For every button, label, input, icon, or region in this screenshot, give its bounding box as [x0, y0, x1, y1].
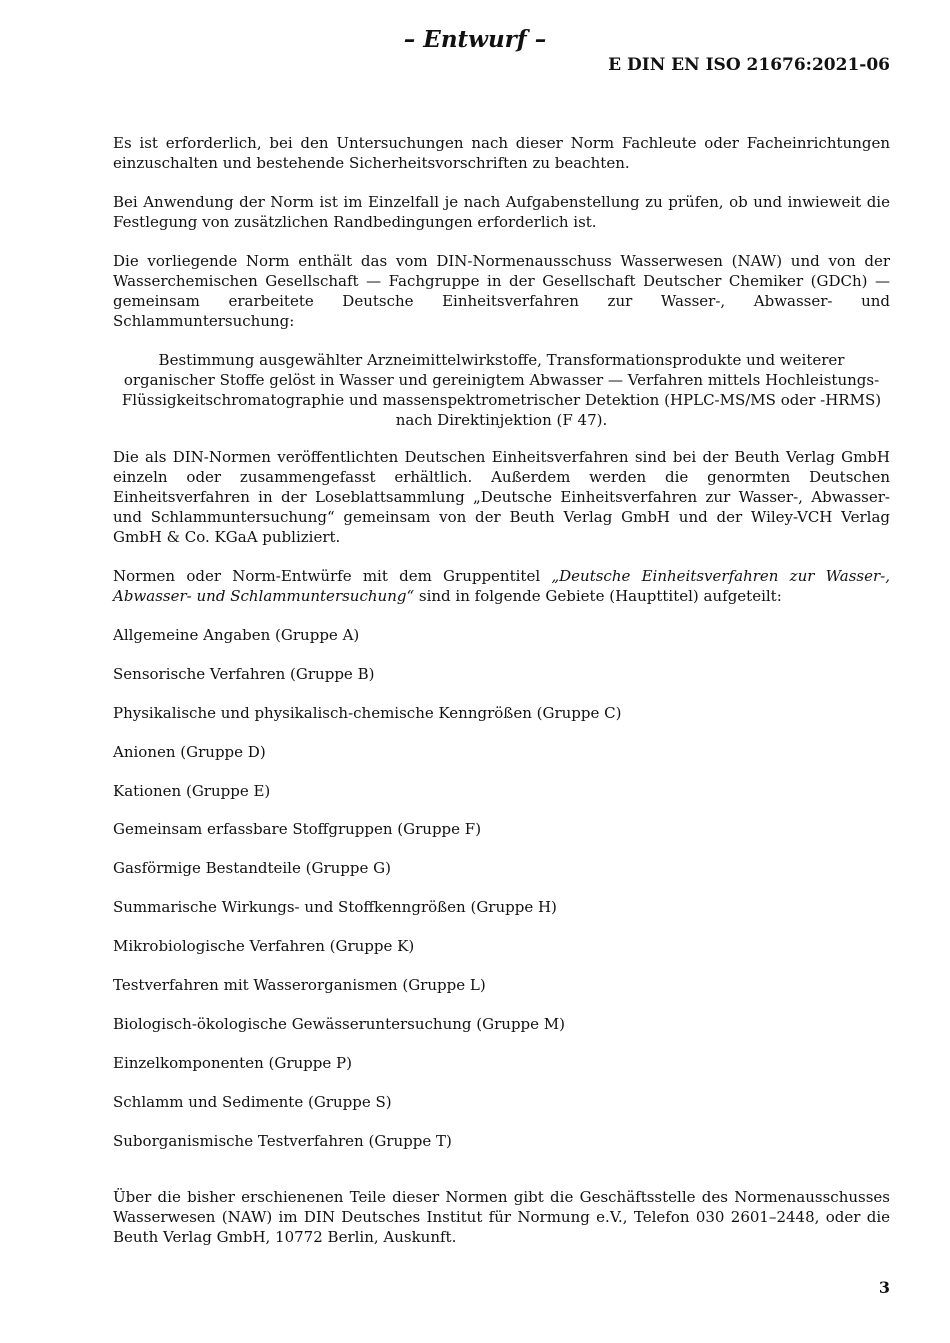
list-item: Biologisch-ökologische Gewässeruntersuchung (Gruppe M) [113, 1014, 566, 1033]
list-item: Kationen (Gruppe E) [113, 781, 271, 800]
paragraph-contact: Über die bisher erschienenen Teile dieser Normen gibt die Geschäftsstelle des Normenausschusses Wasserwesen (NAW) im DIN Deutsches Institut für Normung e.V., Telefon 030 2601–2448, oder die Beuth Verlag GmbH, 10772 Berlin, Auskunft. [113, 1188, 890, 1247]
list-item: Testverfahren mit Wasserorganismen (Gruppe L) [113, 976, 486, 995]
list-item: Gemeinsam erfassbare Stoffgruppen (Gruppe F) [113, 820, 482, 839]
list-item: Physikalische und physikalisch-chemische Kenngrößen (Gruppe C) [113, 703, 622, 722]
document-number: E DIN EN ISO 21676:2021-06 [608, 55, 890, 75]
list-item: Summarische Wirkungs- und Stoffkenngrößen (Gruppe H) [113, 898, 557, 917]
list-item: Sensorische Verfahren (Gruppe B) [113, 664, 375, 683]
list-item: Suborganismische Testverfahren (Gruppe T) [113, 1131, 452, 1150]
list-item: Allgemeine Angaben (Gruppe A) [113, 626, 360, 644]
group-title-intro: Normen oder Norm-Entwürfe mit dem Gruppentitel [113, 567, 552, 585]
group-title-italic: „Deutsche Einheitsverfahren zur Wasser-, Abwasser- und Schlammuntersuchung“ [113, 567, 890, 605]
paragraph-availability: Die als DIN-Normen veröffentlichten Deutschen Einheitsverfahren sind bei der Beuth Verlag GmbH einzeln oder zusammengefasst erhältlich. Außerdem werden die genormten Deutschen Einheitsverfahren in der Loseblattsammlung „Deutsche Einheitsverfahren zur Wasser-, Abwasser- und Schlammuntersuchung“ gemeinsam von der Beuth Verlag GmbH und der Wiley-VCH Verlag GmbH & Co. KGaA publiziert. [113, 448, 890, 546]
list-item: Anionen (Gruppe D) [113, 742, 266, 761]
list-item: Mikrobiologische Verfahren (Gruppe K) [113, 937, 415, 956]
draft-label: – Entwurf – [403, 26, 547, 53]
group-list [113, 625, 890, 1169]
page-number: 3 [878, 1278, 890, 1297]
list-item: Schlamm und Sedimente (Gruppe S) [113, 1092, 392, 1111]
paragraph-group-title [113, 566, 890, 606]
paragraph-safety: Es ist erforderlich, bei den Untersuchungen nach dieser Norm Fachleute oder Facheinrichtungen einzuschalten und bestehende Sicherheitsvorschriften zu beachten. [113, 134, 890, 172]
group-title-outro: sind in folgende Gebiete (Haupttitel) aufgeteilt: [414, 587, 782, 605]
method-title: Bestimmung ausgewählter Arzneimittelwirkstoffe, Transformationsprodukte und weiterer organischer Stoffe gelöst in Wasser und gereinigtem Abwasser — Verfahren mittels Hochleistungs-Flüssigkeitschromatographie und massenspektrometrischer Detektion (HPLC-MS/MS oder -HRMS) nach Direktinjektion (F 47). [121, 351, 882, 429]
list-item: Einzelkomponenten (Gruppe P) [113, 1053, 352, 1072]
page-body [113, 133, 890, 1266]
paragraph-application: Bei Anwendung der Norm ist im Einzelfall je nach Aufgabenstellung zu prüfen, ob und inwieweit die Festlegung von zusätzlichen Randbedingungen erforderlich ist. [113, 193, 890, 231]
list-item: Gasförmige Bestandteile (Gruppe G) [113, 859, 391, 878]
paragraph-standard-origin: Die vorliegende Norm enthält das vom DIN-Normenausschuss Wasserwesen (NAW) und von der Wasserchemischen Gesellschaft — Fachgruppe in der Gesellschaft Deutscher Chemiker (GDCh) — gemeinsam erarbeitete Deutsche Einheitsverfahren zur Wasser-, Abwasser- und Schlammuntersuchung: [113, 252, 890, 330]
